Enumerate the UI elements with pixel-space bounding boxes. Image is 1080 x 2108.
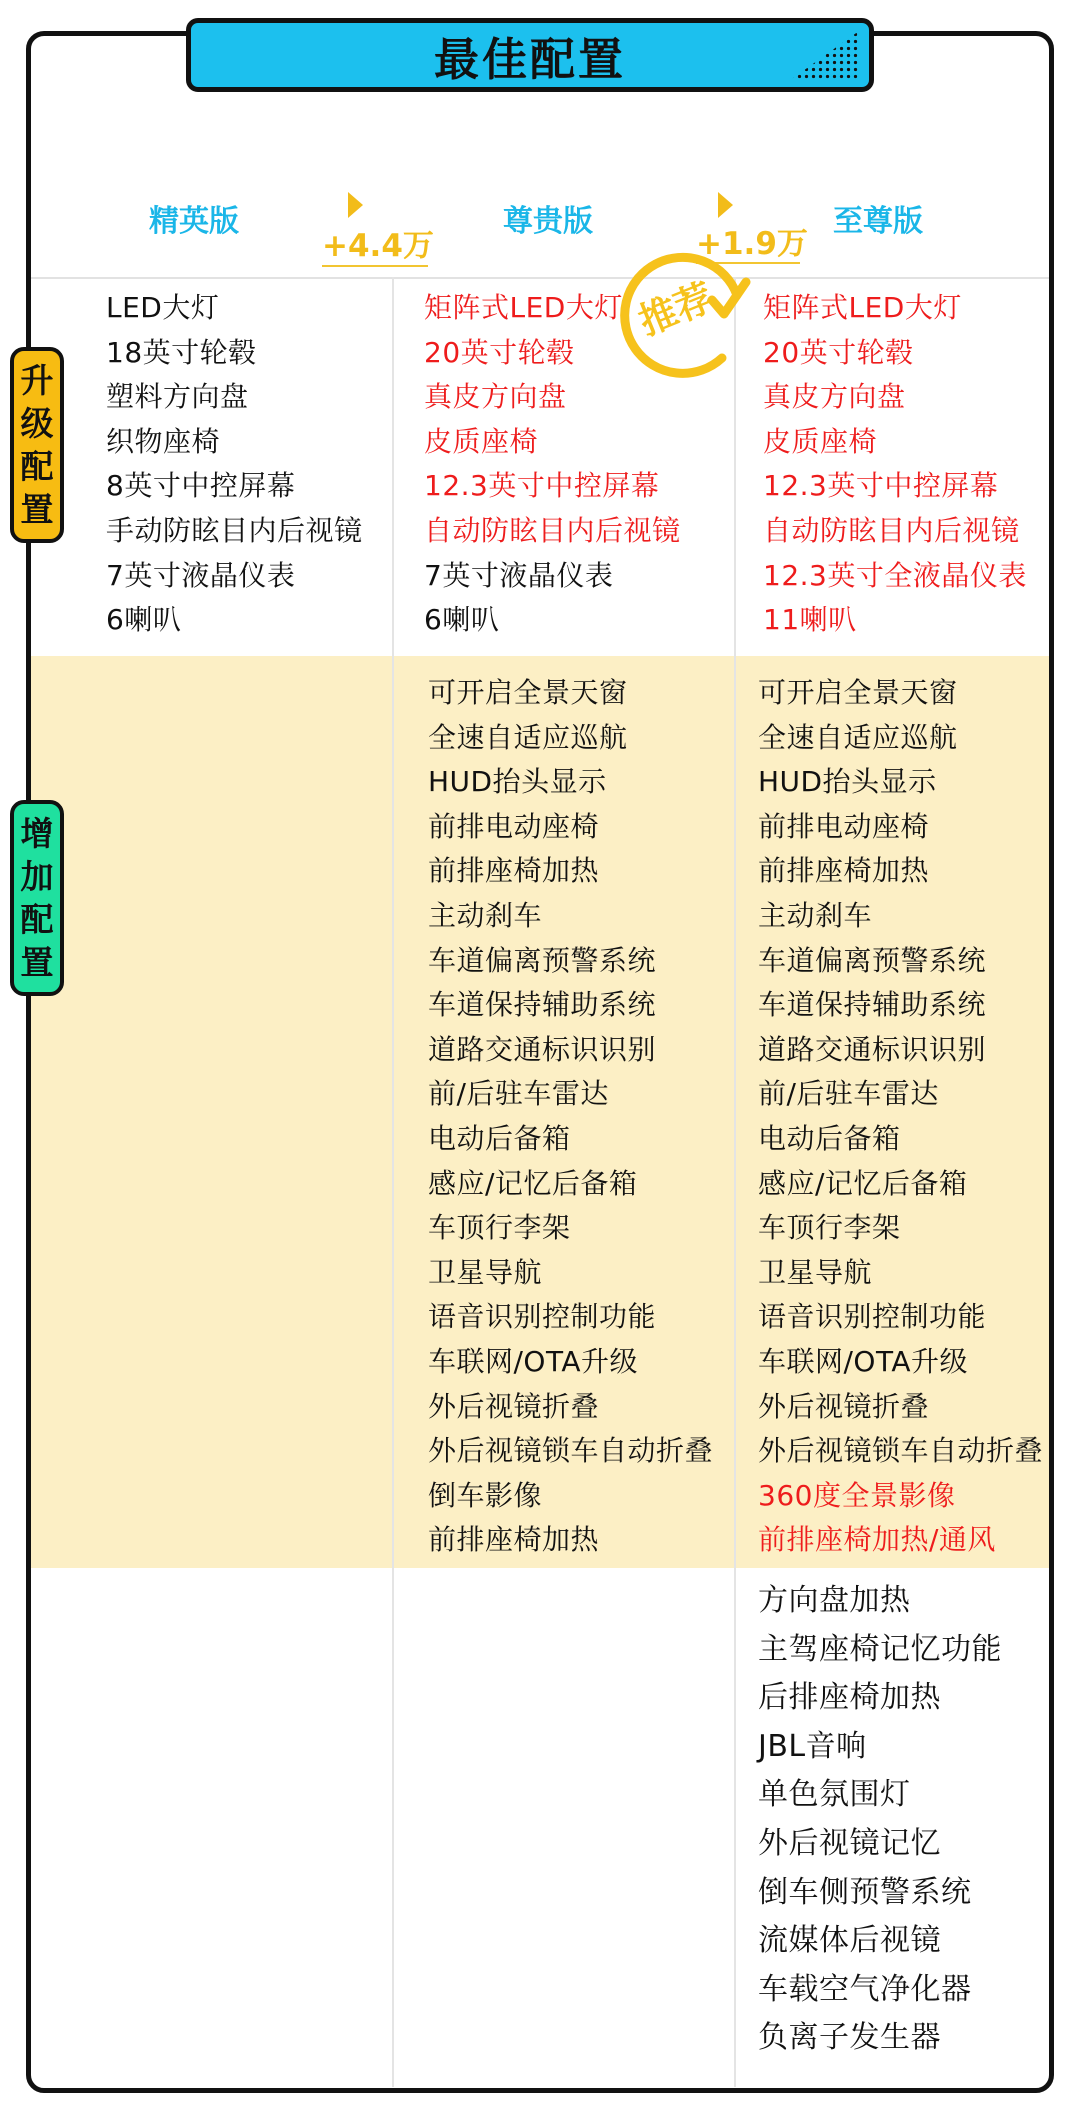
column-divider-2 [734,277,736,2087]
price-arrow-2-icon [718,192,733,218]
feature-item: 倒车影像 [428,1478,543,1512]
added-label-char: 置 [20,943,54,982]
feature-item: 车载空气净化器 [758,1971,972,2007]
upgrade-list-elite [106,286,363,643]
feature-item: 道路交通标识识别 [428,1032,657,1066]
feature-item: 塑料方向盘 [106,380,249,414]
feature-item: 全速自适应巡航 [428,720,628,754]
feature-item: 电动后备箱 [428,1121,571,1155]
feature-item: 前排座椅加热 [428,854,600,888]
upgrade-label-char: 级 [20,404,54,443]
feature-item: 11喇叭 [763,603,857,637]
feature-item: 电动后备箱 [758,1121,901,1155]
feature-item: 360度全景影像 [758,1478,956,1512]
feature-item: 12.3英寸中控屏幕 [763,469,999,503]
feature-item: 外后视镜折叠 [428,1389,600,1423]
feature-item: 流媒体后视镜 [758,1923,941,1959]
feature-item: 卫星导航 [758,1255,873,1289]
halftone-decoration [789,31,859,81]
feature-item: 语音识别控制功能 [428,1300,657,1334]
feature-item: 12.3英寸中控屏幕 [424,469,660,503]
feature-item: 可开启全景天窗 [758,676,958,709]
price-step-1-underline [322,265,428,267]
feature-item: 前排电动座椅 [428,809,600,843]
feature-item: 负离子发生器 [758,2020,941,2056]
feature-item: 车顶行李架 [428,1211,571,1245]
added-list-premium [428,671,713,1563]
feature-item: 车联网/OTA升级 [428,1344,639,1378]
feature-item: 矩阵式LED大灯 [763,291,962,324]
feature-item: 道路交通标识识别 [758,1032,987,1066]
feature-item: 倒车侧预警系统 [758,1874,972,1910]
tier-supreme-name: 至尊版 [833,204,923,239]
feature-item: 手动防眩目内后视镜 [106,513,363,547]
feature-item: 主动刹车 [758,898,873,932]
feature-item: 方向盘加热 [758,1583,911,1618]
feature-item: 感应/记忆后备箱 [758,1166,968,1200]
recommend-badge-text: 推荐 [632,274,720,345]
feature-item: 外后视镜折叠 [758,1389,930,1423]
feature-item: 前/后驻车雷达 [428,1077,609,1111]
feature-item: 车联网/OTA升级 [758,1344,969,1378]
feature-item: 自动防眩目内后视镜 [763,513,1020,547]
feature-item: 车道偏离预警系统 [428,943,657,977]
supreme-extra-list [758,1577,1002,2063]
feature-item: 主驾座椅记忆功能 [758,1631,1002,1667]
feature-item: 皮质座椅 [763,424,878,458]
feature-item: 真皮方向盘 [424,380,567,414]
feature-item: 主动刹车 [428,898,543,932]
feature-item: 20英寸轮毂 [424,335,575,369]
feature-item: 矩阵式LED大灯 [424,291,623,324]
feature-item: 全速自适应巡航 [758,720,958,754]
price-arrow-1-icon [348,192,363,218]
feature-item: 外后视镜锁车自动折叠 [758,1434,1044,1468]
title-banner [186,18,874,92]
added-label-char: 配 [20,900,54,939]
feature-item: 单色氛围灯 [758,1777,911,1813]
upgrade-label-char: 置 [20,490,54,529]
added-config-label [10,800,64,996]
upgrade-list-supreme [763,286,1027,643]
feature-item: HUD抬头显示 [758,765,937,799]
feature-item: 车顶行李架 [758,1211,901,1245]
feature-item: LED大灯 [106,291,220,324]
feature-item: 自动防眩目内后视镜 [424,513,681,547]
feature-item: 可开启全景天窗 [428,676,628,709]
feature-item: 车道保持辅助系统 [428,988,657,1022]
feature-item: 车道保持辅助系统 [758,988,987,1022]
feature-item: 12.3英寸全液晶仪表 [763,558,1027,592]
feature-item: 前排座椅加热 [428,1523,600,1557]
price-step-1: +4.4万 [322,228,434,264]
upgrade-label-char: 升 [20,361,54,400]
feature-item: 20英寸轮毂 [763,335,914,369]
header-divider [31,277,1049,279]
feature-item: 外后视镜记忆 [758,1825,941,1861]
feature-item: 7英寸液晶仪表 [424,558,614,592]
feature-item: 感应/记忆后备箱 [428,1166,638,1200]
tier-premium-name: 尊贵版 [503,204,593,239]
recommend-stamp-icon [612,240,752,380]
column-divider-1 [392,277,394,2087]
feature-item: 18英寸轮毂 [106,335,257,369]
feature-item: 8英寸中控屏幕 [106,469,296,503]
feature-item: 后排座椅加热 [758,1680,941,1716]
feature-item: 6喇叭 [106,603,182,637]
upgrade-config-label [10,347,64,543]
feature-item: 前排座椅加热/通风 [758,1523,996,1557]
added-label-char: 加 [20,857,54,896]
feature-item: 前/后驻车雷达 [758,1077,939,1111]
tier-elite-name: 精英版 [149,204,239,239]
page-title: 最佳配置 [433,32,626,86]
feature-item: 皮质座椅 [424,424,539,458]
price-step-2: +1.9万 [696,226,808,262]
feature-item: 前排电动座椅 [758,809,930,843]
added-list-supreme [758,671,1043,1563]
feature-item: 车道偏离预警系统 [758,943,987,977]
feature-item: 织物座椅 [106,424,221,458]
feature-item: JBL音响 [758,1728,867,1764]
feature-item: 真皮方向盘 [763,380,906,414]
feature-item: 语音识别控制功能 [758,1300,987,1334]
feature-item: 6喇叭 [424,603,500,637]
feature-item: 前排座椅加热 [758,854,930,888]
feature-item: 外后视镜锁车自动折叠 [428,1434,714,1468]
feature-item: HUD抬头显示 [428,765,607,799]
upgrade-label-char: 配 [20,447,54,486]
feature-item: 7英寸液晶仪表 [106,558,296,592]
added-label-char: 增 [20,814,54,853]
feature-item: 卫星导航 [428,1255,543,1289]
